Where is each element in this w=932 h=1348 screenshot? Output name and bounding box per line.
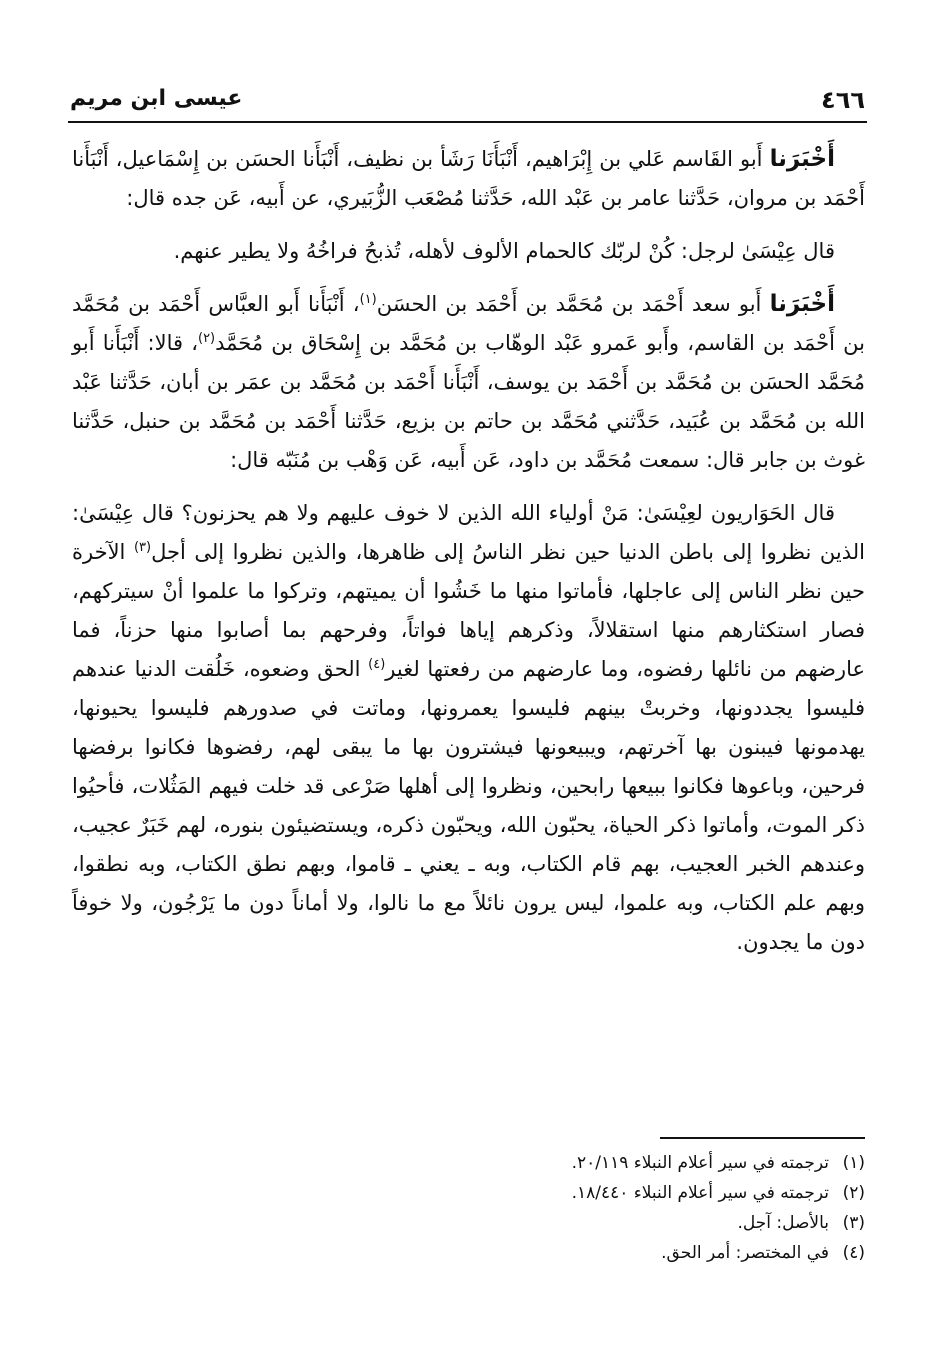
paragraph-1-text: أَبو القَاسم عَلي بن إِبْرَاهيم، أَنْبَأَنَا رَشَأ بن نظيف، أَنْبَأَنا الحسَن بن إِسْمَاعيل، أَنْبَأَنا أَحْمَد بن مروان، حَدَّثنا عامر بن عَبْد الله، حَدَّثنا مُصْعَب الزُّبَيري، عن أَبيه، عَن جده قال: (72, 147, 865, 210)
paragraph-4-text-b: الآخرة حين نظر الناس إلى عاجلها، فأماتوا منها ما خَشُوا أن يميتهم، وتركوا ما علموا أنْ سيتركهم، فصار استكثارهم منها استقلالاً، وذكرهم إياها فواتاً، وفرحهم بما أصابوا منها حزناً، فما عارضهم من نائلها رفضوه، وما عارضهم من رفعتها لغير (72, 540, 865, 681)
footnote-text: ترجمته في سير أعلام النبلاء ٢٠/١١٩. (571, 1153, 829, 1173)
footnote-number: (٤) (842, 1243, 865, 1263)
header-rule (68, 121, 867, 123)
main-text (72, 140, 865, 962)
paragraph-3 (72, 285, 865, 480)
paragraph-3-text-b: ، أَنْبَأَنا أَبو العبَّاس أَحْمَد بن مُحَمَّد بن أَحْمَد بن القاسم، وأَبو عَمرو عَبْد الوهّاب بن مُحَمَّد بن إِسْحَاق بن مُحَمَّد (72, 292, 865, 355)
footnote-text: بالأصل: آجل. (737, 1213, 829, 1233)
footnote-text: ترجمته في سير أعلام النبلاء ١٨/٤٤٠. (571, 1183, 829, 1203)
footnote-3 (300, 1208, 865, 1238)
footnote-ref-2[interactable]: (٢) (197, 331, 216, 346)
footnote-4 (300, 1238, 865, 1268)
footnote-ref-3[interactable]: (٣) (133, 540, 152, 555)
paragraph-4-text-c: الحق وضعوه، خَلُقت الدنيا عندهم فليسوا يجددونها، وخربتْ بينهم فليسوا يعمرونها، وماتت في صدورهم فليسوا يحيونها، يهدمونها فيبنون بها آخرتهم، ويبيعونها فيشترون بها ما يبقى لهم، رفضوها فكانوا برفضها فرحين، وباعوها فكانوا ببيعها رابحين، ونظروا إلى أهلها صَرْعى قد خلت فيهم المَثُلات، فأحيُوا ذكر الموت، وأماتوا ذكر الحياة، يحبّون الله، ويحبّون ذكره، ويستضيئون بنوره، لهم خَبَرٌ عجيب، وعندهم الخبر العجيب، بهم قام الكتاب، وبه ـ يعني ـ قاموا، وبهم نطق الكتاب، وبه نطقوا، وبهم علم الكتاب، وبه علموا، ليس يرون نائلاً مع ما نالوا، ولا أماناً دون ما يَرْجُون، ولا خوفاً دون ما يجدون. (72, 657, 865, 954)
footnote-number: (١) (842, 1153, 865, 1173)
footnote-1 (300, 1148, 865, 1178)
footnote-ref-4[interactable]: (٤) (368, 657, 386, 672)
paragraph-2 (72, 232, 865, 271)
footnote-rule (660, 1137, 865, 1139)
running-title: عيسى ابن مريم (70, 86, 243, 111)
footnote-ref-1[interactable]: (١) (359, 292, 377, 307)
footnote-number: (٣) (842, 1213, 865, 1233)
paragraph-4-text-a: قال الحَوَاريون لعِيْسَىٰ: مَنْ أولياء الله الذين لا خوف عليهم ولا هم يحزنون؟ قال عِيْسَىٰ: الذين نظروا إلى باطن الدنيا حين نظر الناسُ إلى ظاهرها، والذين نظروا إلى أجل (72, 501, 865, 564)
paragraph-1-keyword: أَخْبَرَنا (769, 146, 835, 172)
paragraph-3-text-a: أَبو سعد أَحْمَد بن مُحَمَّد بن أَحْمَد بن الحسَن (376, 292, 762, 316)
footnote-2 (300, 1178, 865, 1208)
paragraph-1 (72, 140, 865, 218)
page-number: ٤٦٦ (821, 86, 865, 114)
paragraph-4 (72, 494, 865, 962)
paragraph-3-keyword: أَخْبَرَنا (769, 291, 836, 317)
paragraph-3-text-c: ، قالا: أَنْبَأَنا أَبو مُحَمَّد الحسَن بن مُحَمَّد بن أَحْمَد بن يوسف، أَنْبَأَنا أَحْمَد بن مُحَمَّد بن عمَر بن أبان، حَدَّثنا عَبْد الله بن مُحَمَّد بن عُبَيد، حَدَّثني مُحَمَّد بن حاتم بن بزيع، حَدَّثنا أَحْمَد بن مُحَمَّد بن حنبل، حَدَّثنا غوث بن جابر قال: سمعت مُحَمَّد بن داود، عَن أَبيه، عَن وَهْب بن مُنَبّه قال: (72, 331, 865, 472)
footnote-number: (٢) (842, 1183, 865, 1203)
paragraph-2-text: قال عِيْسَىٰ لرجل: كُنْ لربّك كالحمام الألوف لأهله، تُذبحُ فراخُهُ ولا يطير عنهم. (173, 239, 835, 263)
footnote-text: في المختصر: أمر الحق. (661, 1243, 829, 1263)
footnotes (300, 1148, 865, 1268)
page-header (70, 80, 865, 120)
